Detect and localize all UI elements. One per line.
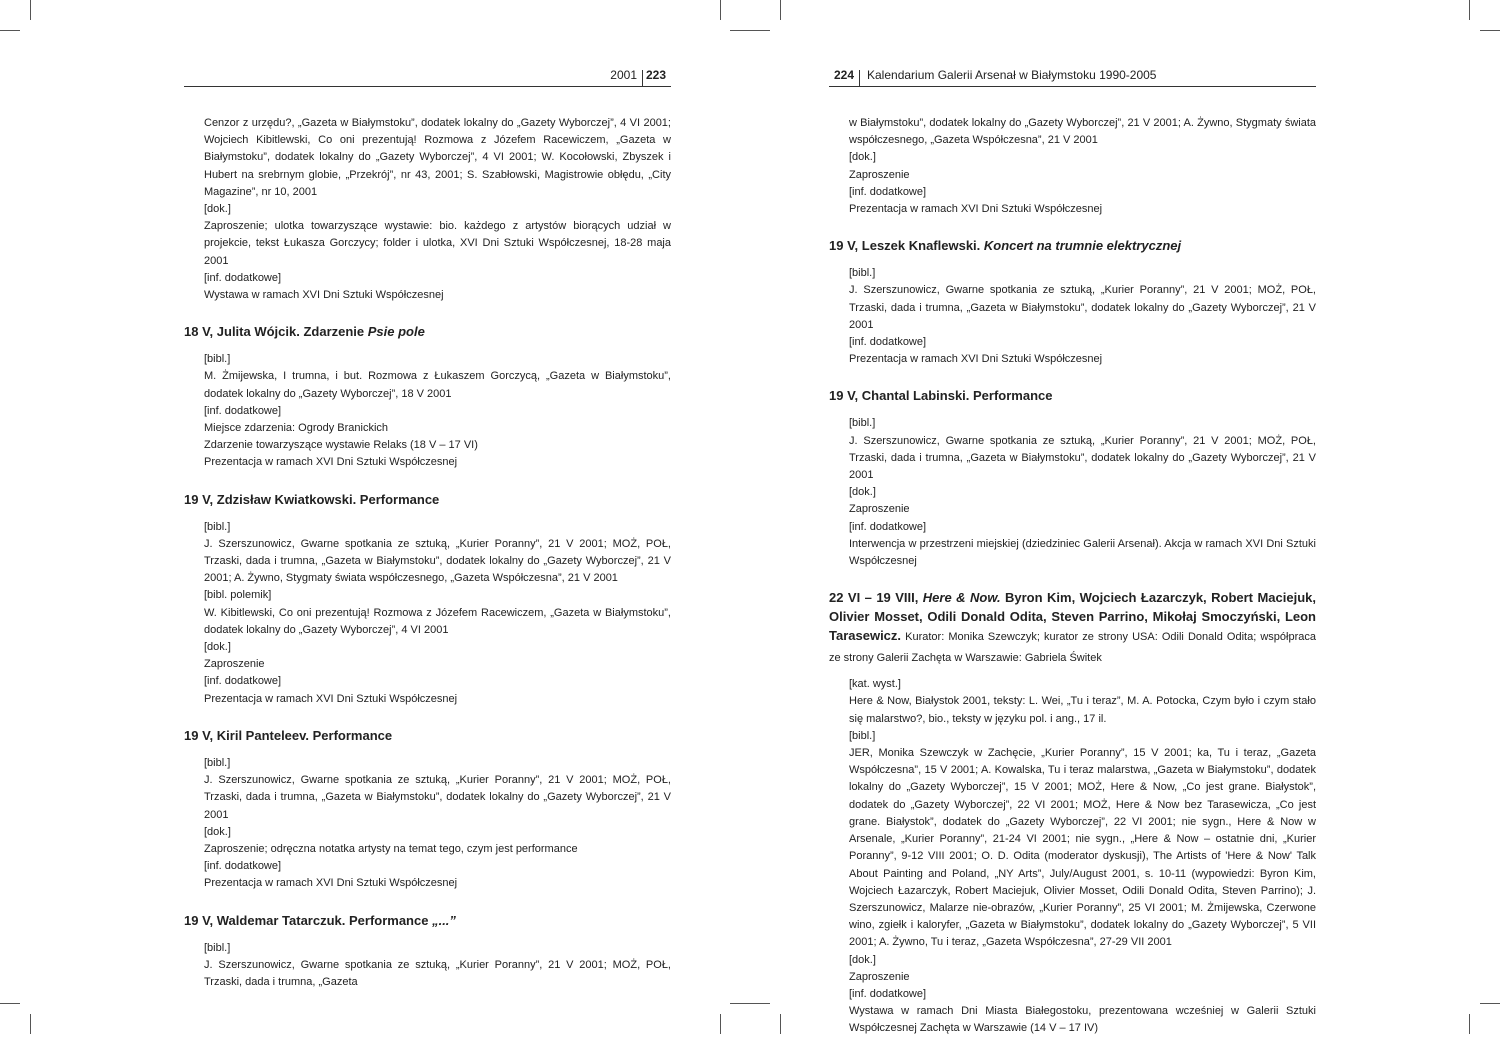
page-content [184, 87, 671, 991]
entry-heading-artists: Byron Kim, Wojciech Łazarczyk, Robert Maciejuk, Olivier Mosset, Odili Donald Odita, Steven Parrino, Mikołaj Smoczyński, Leon Tarasewicz. [829, 590, 1316, 644]
crop-mark [0, 30, 20, 31]
running-header-year: 2001 [610, 68, 637, 82]
text-line: [bibl.] [204, 756, 231, 769]
text-line: [inf. dodatkowe] [204, 860, 282, 873]
text-line: Prezentacja w ramach XVI Dni Sztuki Współczesnej [849, 353, 1103, 366]
text-line: Prezentacja w ramach XVI Dni Sztuki Współczesnej [849, 203, 1103, 216]
text-line: Zaproszenie [849, 503, 910, 516]
text-line: Prezentacja w ramach XVI Dni Sztuki Współczesnej [204, 456, 458, 469]
entry-heading-text: 19 V, Chantal Labinski. Performance [829, 388, 1053, 404]
text-line: [inf. dodatkowe] [849, 336, 927, 349]
left-page [184, 60, 671, 991]
text-line: [bibl.] [204, 353, 231, 366]
entry-heading [184, 911, 671, 930]
entry-heading [829, 386, 1316, 405]
entry-heading-work-title: Koncert na trumnie elektrycznej [983, 238, 1182, 254]
entry-body [204, 351, 671, 471]
entry-body [849, 415, 1316, 570]
text-line: Prezentacja w ramach XVI Dni Sztuki Współczesnej [204, 877, 458, 890]
running-header [184, 60, 671, 87]
running-title: Kalendarium Galerii Arsenał w Białymstoku 1990-2005 [867, 68, 1157, 82]
page-number: 223 [645, 68, 666, 82]
text-line: J. Szerszunowicz, Gwarne spotkania ze sztuką, „Kurier Poranny”, 21 V 2001; MOŻ, POŁ, Trzaski, dada i trumna, „Gazeta w Białymstoku”, dodatek lokalny do „Gazety Wyborczej”, 21 V 2001; A. Żywno, Stygmaty świata współczesnego, „Gazeta Współczesna”, 21 V 2001 [204, 537, 671, 585]
entry-heading-text: 19 V, Waldemar Tatarczuk. Performance [184, 912, 433, 928]
text-line: Wystawa w ramach XVI Dni Sztuki Współczesnej [204, 289, 444, 302]
entry-body [849, 676, 1316, 1037]
text-line: [inf. dodatkowe] [204, 271, 282, 284]
text-line: Zaproszenie [849, 970, 910, 983]
text-line: Zaproszenie; odręczna notatka artysty na temat tego, czym jest performance [204, 842, 578, 855]
crop-mark [30, 0, 31, 20]
entry-body [204, 755, 671, 893]
crop-mark [780, 1014, 781, 1034]
right-page [829, 60, 1316, 1038]
text-line: Here & Now, Białystok 2001, teksty: L. Wei, „Tu i teraz”, M. A. Potocka, Czym było i czym stało się malarstwo?, bio., teksty w języku pol. i ang., 17 il. [849, 695, 1316, 725]
text-line: Miejsce zdarzenia: Ogrody Branickich [204, 422, 389, 435]
entry-list [184, 322, 671, 991]
text-line: W. Kibitlewski, Co oni prezentują! Rozmowa z Józefem Racewiczem, „Gazeta w Białymstoku”, dodatek lokalny do „Gazety Wyborczej”, 4 VI 2001 [204, 606, 671, 636]
entry-list [829, 236, 1316, 1037]
entry-heading [829, 588, 1316, 668]
text-line: Interwencja w przestrzeni miejskiej (dziedziniec Galerii Arsenał). Akcja w ramach XVI Dni Sztuki Współczesnej [849, 537, 1316, 568]
page-number: 224 [834, 68, 855, 82]
page-content [829, 87, 1316, 1038]
entry-curator: Kurator: Monika Szewczyk; kurator ze strony USA: Odili Donald Odita; współpraca ze strony Galerii Zachęta w Warszawie: Gabriela Świtek [829, 631, 1316, 665]
text-line: [dok.] [849, 151, 876, 164]
entry-body [204, 519, 671, 708]
crop-mark [30, 1014, 31, 1034]
crop-mark [780, 0, 781, 20]
text-line: [inf. dodatkowe] [849, 987, 927, 1000]
entry-heading [184, 726, 671, 745]
entry-heading-text: 19 V, Kiril Panteleev. Performance [184, 727, 393, 743]
continued-entry [849, 115, 1316, 218]
entry-heading-text: 19 V, Leszek Knaflewski. [829, 238, 984, 254]
crop-mark [720, 1014, 721, 1034]
entry-body [204, 940, 671, 992]
text-line: [dok.] [849, 953, 876, 966]
text-line: Zaproszenie [849, 168, 910, 181]
crop-mark [1480, 30, 1500, 31]
entry-heading-work-title: Here & Now. [922, 590, 1001, 606]
text-line: [dok.] [204, 641, 231, 654]
entry-heading-text: 19 V, Zdzisław Kwiatkowski. Performance [184, 491, 440, 507]
text-line: [bibl.] [849, 417, 876, 430]
text-line: [bibl.] [204, 941, 231, 954]
text-line: [inf. dodatkowe] [204, 675, 282, 688]
text-line: J. Szerszunowicz, Gwarne spotkania ze sztuką, „Kurier Poranny”, 21 V 2001; MOŻ, POŁ, Trzaski, dada i trumna, „Gazeta [204, 958, 671, 988]
text-line: Cenzor z urzędu?, „Gazeta w Białymstoku”, dodatek lokalny do „Gazety Wyborczej”, 4 VI 2001; Wojciech Kibitlewski, Co oni prezentują! Rozmowa z Józefem Racewiczem, „Gazeta w Białymstoku”, dodatek lokalny do „Gazety Wyborczej”, 4 VI 2001; W. Kocołowski, Zbyszek i Hubert na srebrnym globie, „Przekrój”, nr 43, 2001; S. Szabłowski, Magistrowie obłędu, „City Magazine”, nr 10, 2001 [204, 117, 671, 198]
continued-entry [204, 115, 671, 304]
text-line: M. Żmijewska, I trumna, i but. Rozmowa z Łukaszem Gorczycą, „Gazeta w Białymstoku”, dodatek lokalny do „Gazety Wyborczej”, 18 V 2001 [204, 370, 671, 400]
entry-heading [829, 236, 1316, 255]
crop-mark [730, 1003, 770, 1004]
crop-mark [1480, 1003, 1500, 1004]
text-line: Prezentacja w ramach XVI Dni Sztuki Współczesnej [204, 692, 458, 705]
text-line: [inf. dodatkowe] [849, 185, 927, 198]
text-line: [dok.] [204, 825, 231, 838]
text-line: JER, Monika Szewczyk w Zachęcie, „Kurier Poranny”, 15 V 2001; ka, Tu i teraz, „Gazeta Współczesna”, 15 V 2001; A. Kowalska, Tu i teraz malarstwa, „Gazeta w Białymstoku”, dodatek lokalny do „Gazety Wyborczej”, 15 V 2001; MOŻ, Here & Now, „Co jest grane. Białystok”, dodatek do „Gazety Wyborczej”, 22 VI 2001; MOŻ, Here & Now bez Tarasewicza, „Co jest grane. Białystok”, dodatek do „Gazety Wyborczej”, 22 VI 2001; nie sygn., Here & Now w Arsenale, „Kurier Poranny”, 21-24 VI 2001; nie sygn., „Here & Now – ostatnie dni, „Kurier Poranny”, 9-12 VIII 2001; O. D. Odita (moderator dyskusji), The Artists of 'Here & Now' Talk About Painting and Poland, „NY Arts”, July/August 2001, s. 10-11 (wypowiedzi: Byron Kim, Wojciech Łazarczyk, Robert Maciejuk, Olivier Mosset, Odili Donald Odita, Steven Parrino); J. Szerszunowicz, Malarze nie-obrazów, „Kurier Poranny”, 25 VI 2001; M. Żmijewska, Czerwone wino, zgiełk i kaloryfer, „Gazeta w Białymstoku”, dodatek lokalny do „Gazety Wyborczej”, 5 VII 2001; A. Żywno, Tu i teraz, „Gazeta Współczesna”, 27-29 VII 2001 [849, 747, 1316, 949]
header-divider [642, 70, 643, 86]
crop-mark [1469, 0, 1470, 20]
text-line: [dok.] [204, 203, 231, 216]
entry-heading-work-title: Psie pole [367, 324, 425, 340]
entry-body [849, 265, 1316, 368]
text-line: w Białymstoku”, dodatek lokalny do „Gazety Wyborczej”, 21 V 2001; A. Żywno, Stygmaty świata współczesnego, „Gazeta Współczesna”, 21 V 2001 [849, 117, 1316, 147]
text-line: [bibl. polemik] [204, 589, 272, 602]
text-line: [bibl.] [849, 267, 876, 280]
running-header [829, 60, 1316, 87]
text-line: [kat. wyst.] [849, 678, 901, 691]
text-line: [inf. dodatkowe] [849, 520, 927, 533]
entry-heading-text: 22 VI – 19 VIII, [829, 590, 923, 606]
header-divider [859, 70, 860, 86]
text-line: Zaproszenie; ulotka towarzyszące wystawie: bio. każdego z artystów biorących udział w projekcie, tekst Łukasza Gorczycy; folder i ulotka, XVI Dni Sztuki Współczesnej, 18-28 maja 2001 [204, 220, 671, 267]
text-line: [bibl.] [849, 729, 876, 742]
text-line: [bibl.] [204, 520, 231, 533]
crop-mark [1469, 1014, 1470, 1034]
text-line: Zaproszenie [204, 658, 265, 671]
crop-mark [0, 1003, 20, 1004]
entry-heading-text: 18 V, Julita Wójcik. Zdarzenie [184, 324, 368, 340]
text-line: Wystawa w ramach Dni Miasta Białegostoku, prezentowana wcześniej w Galerii Sztuki Współczesnej Zachęta w Warszawie (14 V – 17 IV) [849, 1005, 1316, 1035]
text-line: [inf. dodatkowe] [204, 404, 282, 417]
text-line: [dok.] [849, 486, 876, 499]
text-line: J. Szerszunowicz, Gwarne spotkania ze sztuką, „Kurier Poranny”, 21 V 2001; MOŻ, POŁ, Trzaski, dada i trumna, „Gazeta w Białymstoku”, dodatek lokalny do „Gazety Wyborczej”, 21 V 2001 [204, 774, 671, 821]
text-line: J. Szerszunowicz, Gwarne spotkania ze sztuką, „Kurier Poranny”, 21 V 2001; MOŻ, POŁ, Trzaski, dada i trumna, „Gazeta w Białymstoku”, dodatek lokalny do „Gazety Wyborczej”, 21 V 2001 [849, 434, 1316, 482]
entry-heading [184, 490, 671, 509]
entry-heading-work-title: „...” [432, 912, 456, 928]
text-line: J. Szerszunowicz, Gwarne spotkania ze sztuką, „Kurier Poranny”, 21 V 2001; MOŻ, POŁ, Trzaski, dada i trumna, „Gazeta w Białymstoku”, dodatek lokalny do „Gazety Wyborczej”, 21 V 2001 [849, 284, 1316, 331]
entry-heading [184, 322, 671, 341]
crop-mark [720, 0, 721, 20]
text-line: Zdarzenie towarzyszące wystawie Relaks (18 V – 17 VI) [204, 439, 478, 452]
crop-mark [730, 30, 770, 31]
